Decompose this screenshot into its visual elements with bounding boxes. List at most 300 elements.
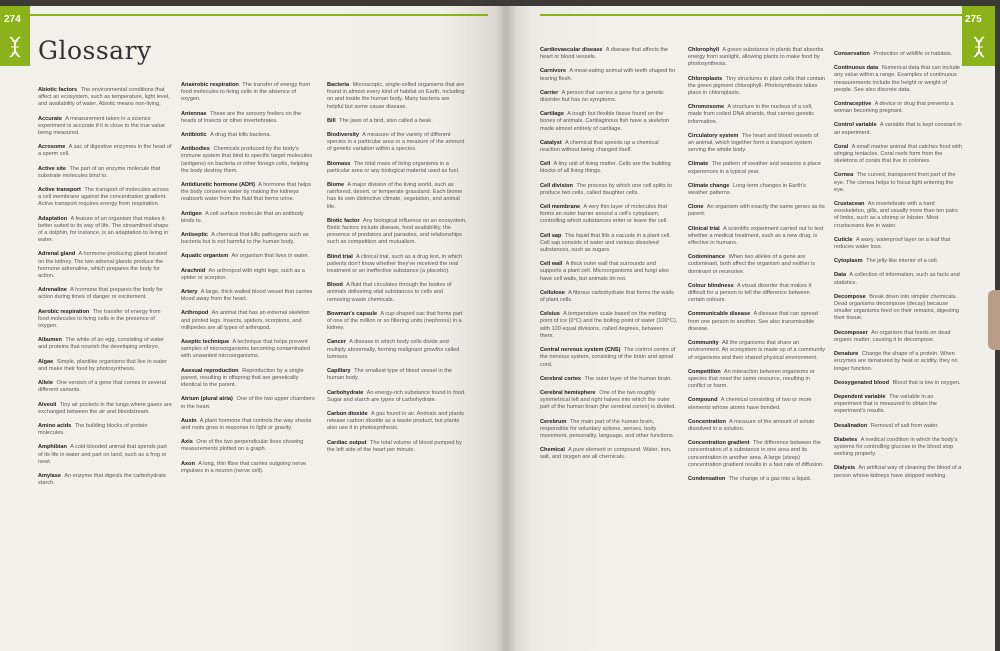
glossary-entry bbox=[327, 254, 467, 276]
glossary-entry bbox=[181, 289, 316, 303]
glossary-entry bbox=[834, 423, 962, 430]
glossary-term: Antigen bbox=[181, 210, 202, 217]
glossary-term: Cartilage bbox=[540, 111, 564, 118]
glossary-term: Antidiuretic hormone (ADH) bbox=[181, 182, 255, 189]
glossary-term: Adaptation bbox=[38, 215, 68, 222]
dna-icon bbox=[972, 36, 986, 61]
glossary-entry bbox=[181, 396, 316, 410]
glossary-definition: Long-term changes in Earth's weather patterns. bbox=[688, 182, 806, 197]
glossary-entry bbox=[834, 465, 962, 479]
glossary-entry bbox=[181, 253, 316, 260]
glossary-definition: One of the two perpendicular lines showing measurements plotted on a graph. bbox=[181, 439, 304, 453]
glossary-entry bbox=[540, 419, 678, 441]
glossary-entry bbox=[834, 144, 962, 166]
glossary-term: Chloroplasts bbox=[688, 75, 723, 82]
glossary-definition: Any biological influence on an ecosystem. Biotic factors include disease, food availability, the presence of predators and parasites, and relationships such as competition and mutualism. bbox=[327, 217, 467, 246]
glossary-term: Circulatory system bbox=[688, 132, 739, 139]
glossary-entry bbox=[834, 294, 962, 323]
glossary-entry bbox=[327, 368, 467, 382]
glossary-definition: A technique that helps prevent samples of microorganisms becoming contaminated with unwanted microorganisms. bbox=[181, 339, 311, 360]
glossary-entry bbox=[834, 51, 962, 58]
glossary-definition: An enzyme that digests the carbohydrate starch. bbox=[38, 472, 166, 487]
glossary-term: Albumen bbox=[38, 337, 62, 344]
glossary-definition: Chemicals produced by the body's immune system that bind to specific target molecules (antigens) on bacteria or other foreign cells, helping the body destroy them. bbox=[181, 146, 313, 174]
glossary-definition: A cell surface molecule that an antibody binds to. bbox=[181, 210, 304, 224]
glossary-term: Aquatic organism bbox=[181, 253, 229, 260]
glossary-definition: One of the two roughly symmetrical left and right halves into which the outer part of the human brain (the cerebral cortex) is divided. bbox=[540, 389, 676, 411]
glossary-term: Cellulose bbox=[540, 289, 565, 296]
glossary-term: Carnivore bbox=[540, 68, 567, 75]
glossary-term: Aerobic respiration bbox=[38, 308, 90, 315]
glossary-term: Dependent variable bbox=[834, 393, 886, 400]
glossary-entry bbox=[38, 144, 172, 158]
glossary-entry bbox=[834, 394, 962, 416]
glossary-definition: All the organisms that share an environment. An ecosystem is made up of a community of organisms and their shared physical environment. bbox=[688, 340, 826, 361]
glossary-term: Carbon dioxide bbox=[327, 410, 368, 417]
glossary-term: Desalination bbox=[834, 422, 868, 429]
glossary-entry bbox=[38, 287, 172, 301]
glossary-definition: A fibrous carbohydrate that forms the walls of plant cells. bbox=[540, 289, 674, 304]
glossary-entry bbox=[688, 161, 826, 175]
glossary-definition: The jelly-like interior of a cell. bbox=[866, 258, 939, 265]
glossary-definition: The variable in an experiment that is measured to obtain the experiment's results. bbox=[834, 393, 937, 415]
glossary-entry bbox=[688, 419, 826, 433]
glossary-entry bbox=[327, 311, 467, 333]
glossary-definition: A tiny unit of living matter. Cells are the building blocks of all living things. bbox=[540, 161, 671, 175]
glossary-entry bbox=[181, 232, 316, 246]
glossary-entry bbox=[181, 268, 316, 282]
glossary-entry bbox=[688, 133, 826, 155]
glossary-entry bbox=[540, 447, 678, 461]
glossary-definition: The white of an egg, consisting of water and proteins that nourish the developing embryo. bbox=[38, 337, 164, 351]
glossary-definition: Simple, plantlike organisms that live in water and make their food by photosynthesis. bbox=[38, 358, 167, 372]
glossary-definition: A person that carries a gene for a genetic disorder but has no symptoms. bbox=[540, 89, 664, 104]
glossary-definition: An energy-rich substance found in food. Sugar and starch are types of carbohydrate. bbox=[327, 389, 466, 403]
glossary-entry bbox=[327, 118, 467, 125]
glossary-term: Cell division bbox=[540, 182, 573, 189]
glossary-term: Anaerobic respiration bbox=[181, 82, 239, 88]
glossary-entry bbox=[38, 116, 172, 138]
glossary-term: Continuous data bbox=[834, 65, 879, 72]
glossary-term: Biomass bbox=[327, 160, 351, 167]
glossary-column-4 bbox=[540, 47, 678, 469]
glossary-definition: An organism with exactly the same genes as its parent. bbox=[688, 204, 825, 218]
glossary-definition: A cup-shaped sac that forms part of one of the million or so filtering units (nephrons) in a kidney. bbox=[327, 310, 463, 332]
glossary-entry bbox=[688, 369, 826, 391]
glossary-term: Carbohydrate bbox=[327, 389, 364, 396]
glossary-term: Conservation bbox=[834, 51, 870, 57]
glossary-entry bbox=[540, 390, 678, 412]
glossary-definition: An organism that lives in water. bbox=[231, 253, 309, 260]
right-page-tab bbox=[962, 6, 995, 66]
glossary-entry bbox=[181, 368, 316, 390]
glossary-definition: A scientific experiment carried out to test whether a medical treatment, such as a new drug, is effective in humans. bbox=[688, 225, 824, 247]
glossary-entry bbox=[688, 104, 826, 126]
glossary-definition: The transfer of energy from food molecules to living cells in the absence of oxygen. bbox=[181, 82, 311, 103]
glossary-term: Crustacean bbox=[834, 201, 865, 208]
glossary-definition: A hormone that helps the body conserve water by making the kidneys reabsorb water from the fluid that forms urine. bbox=[181, 182, 312, 203]
glossary-term: Accurate bbox=[38, 115, 62, 122]
glossary-entry bbox=[834, 237, 962, 251]
glossary-definition: An artificial way of cleaning the blood of a person whose kidneys have stopped working. bbox=[834, 465, 962, 479]
glossary-term: Cell wall bbox=[540, 261, 563, 268]
glossary-term: Data bbox=[834, 272, 847, 279]
glossary-entry bbox=[834, 330, 962, 344]
glossary-term: Antibiotic bbox=[181, 132, 207, 139]
glossary-term: Cuticle bbox=[834, 236, 853, 243]
glossary-definition: A plant hormone that controls the way shoots and roots grow in response to light or gravity. bbox=[181, 417, 312, 431]
glossary-entry bbox=[540, 47, 678, 61]
glossary-entry bbox=[688, 283, 826, 305]
glossary-term: Active transport bbox=[38, 187, 81, 194]
glossary-term: Bacteria bbox=[327, 82, 350, 88]
glossary-definition: A waxy, waterproof layer on a leaf that reduces water loss. bbox=[834, 236, 951, 251]
glossary-entry bbox=[181, 146, 316, 175]
glossary-definition: A device or drug that prevents a woman becoming pregnant. bbox=[834, 101, 954, 115]
glossary-term: Axis bbox=[181, 439, 193, 446]
glossary-entry bbox=[688, 226, 826, 248]
header-rule-left bbox=[30, 14, 488, 16]
glossary-term: Chromosome bbox=[688, 104, 725, 111]
glossary-definition: The curved, transparent front part of the eye. The cornea helps to focus light entering the eye. bbox=[834, 172, 956, 193]
glossary-definition: The process by which one cell splits to produce two cells, called daughter cells. bbox=[540, 182, 672, 196]
glossary-term: Bowman's capsule bbox=[327, 310, 378, 317]
glossary-entry bbox=[688, 397, 826, 411]
glossary-term: Biotic factor bbox=[327, 217, 360, 224]
glossary-term: Dialysis bbox=[834, 465, 856, 472]
glossary-column-5 bbox=[688, 47, 826, 490]
glossary-entry bbox=[38, 359, 172, 373]
glossary-definition: An invertebrate with a hard exoskeleton, gills, and usually more than ten pairs of limbs, such as a shrimp or lobster. Most crustaceans live in water. bbox=[834, 201, 958, 229]
glossary-entry bbox=[834, 437, 962, 459]
glossary-definition: The building blocks of protein molecules. bbox=[38, 422, 148, 437]
glossary-entry bbox=[834, 65, 962, 94]
glossary-definition: A thick outer wall that surrounds and supports a plant cell. Microorganisms and fungi also have cell walls, but animals do not. bbox=[540, 261, 669, 282]
glossary-definition: The total mass of living organisms in a particular area or any biological material used as fuel. bbox=[327, 160, 460, 174]
glossary-term: Carrier bbox=[540, 89, 559, 96]
glossary-term: Cornea bbox=[834, 172, 854, 179]
glossary-entry bbox=[327, 218, 467, 247]
glossary-definition: The liquid that fills a vacuole in a plant cell. Cell sap consists of water and various dissolved substances, such as sugars. bbox=[540, 232, 671, 254]
glossary-definition: A hormone-producing gland located on the kidney. The two adrenal glands produce the hormone adrenaline, which prepares the body for action. bbox=[38, 251, 167, 280]
glossary-entry bbox=[834, 272, 962, 286]
glossary-entry bbox=[327, 282, 467, 304]
glossary-term: Cell sap bbox=[540, 232, 562, 239]
glossary-term: Cytoplasm bbox=[834, 258, 863, 265]
glossary-entry bbox=[38, 473, 172, 487]
glossary-definition: A pure element or compound. Water, iron, salt, and oxygen are all chemicals. bbox=[540, 447, 672, 461]
glossary-definition: A green substance in plants that absorbs energy from sunlight, allowing plants to make food by photosynthesis. bbox=[688, 47, 824, 68]
glossary-term: Adrenal gland bbox=[38, 251, 76, 258]
glossary-term: Diabetes bbox=[834, 436, 858, 443]
glossary-term: Atrium (plural atria) bbox=[181, 396, 233, 403]
glossary-definition: The part of an enzyme molecule that substrate molecules bind to. bbox=[38, 165, 161, 179]
glossary-entry bbox=[38, 380, 172, 394]
glossary-definition: The smallest type of blood vessel in the human body. bbox=[327, 368, 453, 382]
glossary-definition: A measure of the variety of different species in a particular area or a measure of the amount of genetic variation within a species. bbox=[327, 132, 465, 153]
glossary-entry bbox=[834, 351, 962, 373]
glossary-definition: The main part of the human brain, responsible for voluntary actions, senses, body movement, personality, language, and other functions. bbox=[540, 418, 675, 439]
header-rule-right bbox=[540, 14, 962, 16]
glossary-definition: A chemical that speeds up a chemical reaction without being changed itself. bbox=[540, 139, 659, 154]
glossary-definition: The difference between the concentration of a substance in one area and its concentration in another area. A large (steep) concentration gradient results in a fast rate of diffusion. bbox=[688, 440, 824, 468]
glossary-term: Competition bbox=[688, 368, 721, 375]
right-page-number: 275 bbox=[965, 14, 982, 25]
glossary-entry bbox=[688, 340, 826, 362]
glossary-term: Control variable bbox=[834, 122, 877, 129]
glossary-term: Catalyst bbox=[540, 139, 562, 146]
glossary-entry bbox=[181, 310, 316, 332]
glossary-definition: A temperature scale based on the melting point of ice (0°C) and the boiling point of water (100°C), with 100 equal divisions, called degrees, between them. bbox=[540, 311, 678, 339]
glossary-definition: A variable that is kept constant in an experiment. bbox=[834, 122, 962, 136]
glossary-term: Deoxygenated blood bbox=[834, 379, 890, 386]
glossary-definition: A fluid that circulates through the bodies of animals delivering vital substances to cells and removing waste chemicals. bbox=[327, 282, 452, 303]
glossary-entry bbox=[38, 337, 172, 351]
glossary-definition: An arthropod with eight legs, such as a spider or scorpion. bbox=[181, 267, 305, 281]
glossary-term: Artery bbox=[181, 289, 198, 296]
glossary-entry bbox=[327, 440, 467, 454]
glossary-definition: Numerical data that can include any value within a range. Examples of continuous measurements include the height or weight of people. See also discrete data. bbox=[834, 65, 961, 93]
glossary-term: Biome bbox=[327, 182, 345, 189]
glossary-definition: Blood that is low in oxygen. bbox=[892, 379, 961, 386]
glossary-definition: A small marine animal that catches food with stinging tentacles. Coral reefs form from the skeletons of corals that live in colonies. bbox=[834, 143, 962, 165]
glossary-entry bbox=[327, 182, 467, 211]
glossary-entry bbox=[327, 339, 467, 361]
glossary-entry bbox=[540, 90, 678, 104]
glossary-term: Axon bbox=[181, 460, 195, 467]
glossary-entry bbox=[688, 440, 826, 469]
glossary-term: Active site bbox=[38, 165, 66, 172]
glossary-entry bbox=[688, 183, 826, 197]
glossary-entry bbox=[327, 390, 467, 404]
glossary-term: Auxin bbox=[181, 417, 197, 424]
glossary-entry bbox=[540, 261, 678, 283]
glossary-entry bbox=[540, 183, 678, 197]
glossary-entry bbox=[834, 201, 962, 230]
glossary-entry bbox=[688, 311, 826, 333]
glossary-term: Central nervous system (CNS) bbox=[540, 347, 621, 354]
glossary-term: Antennae bbox=[181, 110, 207, 117]
glossary-definition: Reproduction by a single parent, resulting in offspring that are genetically identical to the parent. bbox=[181, 367, 304, 389]
glossary-entry bbox=[181, 211, 316, 225]
glossary-term: Cancer bbox=[327, 339, 346, 346]
glossary-entry bbox=[688, 476, 826, 483]
glossary-definition: Tiny structures in plant cells that contain the green pigment chlorophyll. Photosynthesis takes place in chloroplasts. bbox=[688, 75, 825, 97]
glossary-term: Clinical trial bbox=[688, 225, 720, 232]
glossary-term: Antibodies bbox=[181, 146, 210, 153]
glossary-entry bbox=[834, 122, 962, 136]
glossary-definition: Break down into simpler chemicals. Dead organisms decompose (decay) because smaller organisms feed on their remains, digesting their tissue. bbox=[834, 293, 959, 322]
glossary-entry bbox=[181, 111, 316, 125]
glossary-definition: A disease in which body cells divide and multiply abnormally, forming malignant growths called tumours. bbox=[327, 339, 460, 360]
glossary-term: Biodiversity bbox=[327, 132, 360, 139]
glossary-term: Cerebral cortex bbox=[540, 375, 582, 382]
glossary-definition: These are the sensory feelers on the heads of insects or other invertebrates. bbox=[181, 110, 302, 124]
glossary-entry bbox=[540, 290, 678, 304]
glossary-entry bbox=[327, 82, 467, 111]
glossary-definition: A medical condition in which the body's systems for controlling glucose in the blood stop working properly. bbox=[834, 436, 958, 458]
glossary-definition: A large, thick-walled blood vessel that carries blood away from the heart. bbox=[181, 289, 313, 303]
glossary-entry bbox=[834, 380, 962, 387]
glossary-definition: Microscopic, single-celled organisms that are found in almost every kind of habitat on Earth, including on and inside the human body. Many bacteria are helpful but some cause disease. bbox=[327, 82, 465, 110]
page-title: Glossary bbox=[38, 36, 152, 65]
glossary-term: Decompose bbox=[834, 293, 866, 300]
glossary-definition: An interaction between organisms or species that need the same resource, resulting in conflict or harm. bbox=[688, 368, 815, 390]
glossary-entry bbox=[540, 204, 678, 226]
glossary-term: Antiseptic bbox=[181, 232, 209, 239]
glossary-definition: A tough but flexible tissue found on the bones of animals. Cartilaginous fish have a skeleton made almost entirely of cartilage. bbox=[540, 111, 670, 132]
glossary-term: Blind trial bbox=[327, 253, 353, 260]
glossary-definition: A clinical trial, such as a drug test, in which patients don't know whether they've received the real treatment or an ineffective substance (a placebo). bbox=[327, 253, 463, 275]
glossary-term: Algae bbox=[38, 358, 54, 365]
glossary-term: Amylase bbox=[38, 472, 62, 479]
glossary-term: Arthropod bbox=[181, 310, 209, 317]
glossary-term: Blood bbox=[327, 282, 343, 289]
glossary-definition: The transport of molecules across a cell membrane against the concentration gradient. Active transport requires energy from respiration. bbox=[38, 187, 169, 208]
glossary-entry bbox=[181, 418, 316, 432]
glossary-term: Cerebrum bbox=[540, 418, 567, 425]
glossary-definition: A measurement taken in a science experiment is accurate if it is close to the true value being measured. bbox=[38, 115, 165, 137]
glossary-entry bbox=[540, 233, 678, 255]
glossary-entry bbox=[38, 166, 172, 180]
glossary-entry bbox=[327, 132, 467, 154]
glossary-entry bbox=[540, 111, 678, 133]
glossary-term: Arachnid bbox=[181, 267, 206, 274]
glossary-entry bbox=[181, 182, 316, 204]
glossary-definition: One version of a gene that comes in several different variants. bbox=[38, 380, 166, 394]
glossary-definition: The control centre of the nervous system, consisting of the brain and spinal cord. bbox=[540, 347, 676, 368]
glossary-entry bbox=[540, 161, 678, 175]
glossary-entry bbox=[38, 87, 172, 109]
glossary-definition: The pattern of weather and seasons a place experiences in a typical year. bbox=[688, 161, 821, 175]
glossary-definition: A chemical consisting of two or more elements whose atoms have bonded. bbox=[688, 397, 812, 411]
glossary-term: Amphibian bbox=[38, 444, 67, 451]
glossary-term: Abiotic factors bbox=[38, 87, 78, 93]
glossary-term: Concentration bbox=[688, 418, 726, 425]
glossary-definition: A visual disorder that makes it difficult for a person to tell the difference between certain colours. bbox=[688, 282, 812, 304]
glossary-definition: A structure in the nucleus of a cell, made from coiled DNA strands, that carries genetic information. bbox=[688, 104, 815, 125]
glossary-entry bbox=[540, 140, 678, 154]
glossary-column-1 bbox=[38, 87, 172, 494]
glossary-definition: The total volume of blood pumped by the left side of the heart per minute. bbox=[327, 439, 462, 453]
glossary-term: Acrosome bbox=[38, 144, 66, 151]
glossary-definition: Tiny air pockets in the lungs where gases are exchanged between the air and bloodstream. bbox=[38, 401, 172, 415]
glossary-column-2 bbox=[181, 82, 316, 482]
glossary-entry bbox=[181, 339, 316, 361]
glossary-term: Capillary bbox=[327, 368, 351, 375]
glossary-entry bbox=[38, 251, 172, 280]
glossary-term: Community bbox=[688, 340, 719, 347]
glossary-definition: A major division of the living world, such as rainforest, desert, or temperate grassland. Each biome has its own distinctive climate, vegetation, and animal life. bbox=[327, 182, 463, 210]
thumb bbox=[988, 290, 1000, 350]
glossary-term: Cardiovascular disease bbox=[540, 47, 603, 53]
glossary-entry bbox=[540, 376, 678, 383]
glossary-definition: A long, thin fibre that carries outgoing nerve impulses in a neuron (nerve cell). bbox=[181, 460, 307, 474]
glossary-entry bbox=[38, 187, 172, 209]
glossary-definition: The transfer of energy from food molecules to living cells in the presence of oxygen. bbox=[38, 308, 161, 330]
glossary-definition: The jaws of a bird, also called a beak. bbox=[339, 117, 433, 124]
glossary-entry bbox=[38, 216, 172, 245]
glossary-term: Bill bbox=[327, 117, 336, 124]
glossary-term: Climate change bbox=[688, 182, 730, 189]
glossary-entry bbox=[181, 132, 316, 139]
glossary-term: Allele bbox=[38, 380, 53, 387]
glossary-entry bbox=[38, 423, 172, 437]
glossary-term: Coral bbox=[834, 143, 849, 150]
glossary-definition: A meat-eating animal with teeth shaped for tearing flesh. bbox=[540, 68, 676, 82]
glossary-definition: A drug that kills bacteria. bbox=[210, 132, 271, 139]
glossary-entry bbox=[181, 439, 316, 453]
glossary-entry bbox=[834, 101, 962, 115]
glossary-term: Condensation bbox=[688, 475, 726, 482]
glossary-column-3 bbox=[327, 82, 467, 461]
glossary-definition: A chemical that kills pathogens such as bacteria but is not harmful to the human body. bbox=[181, 232, 309, 246]
glossary-entry bbox=[688, 47, 826, 69]
glossary-entry bbox=[38, 402, 172, 416]
glossary-entry bbox=[688, 76, 826, 98]
glossary-term: Climate bbox=[688, 161, 709, 168]
glossary-definition: An organism that feeds on dead organic matter, causing it to decompose. bbox=[834, 329, 951, 343]
glossary-entry bbox=[540, 311, 678, 340]
glossary-entry bbox=[834, 172, 962, 194]
glossary-definition: A measure of the amount of solute dissolved in a solution. bbox=[688, 418, 815, 432]
glossary-term: Cell membrane bbox=[540, 204, 581, 211]
glossary-entry bbox=[38, 309, 172, 331]
glossary-term: Amino acids bbox=[38, 422, 72, 429]
dna-icon bbox=[8, 36, 22, 61]
glossary-term: Celsius bbox=[540, 311, 560, 318]
glossary-definition: One of the two upper chambers in the heart. bbox=[181, 396, 315, 410]
glossary-entry bbox=[327, 161, 467, 175]
glossary-definition: The heart and blood vessels of an animal, which together form a transport system serving the whole body. bbox=[688, 132, 819, 154]
glossary-column-6 bbox=[834, 51, 962, 487]
glossary-term: Clone bbox=[688, 204, 704, 211]
glossary-term: Asexual reproduction bbox=[181, 367, 239, 374]
glossary-term: Colour blindness bbox=[688, 282, 734, 289]
glossary-term: Alveoli bbox=[38, 401, 57, 408]
glossary-entry bbox=[327, 411, 467, 433]
glossary-definition: The change of a gas into a liquid. bbox=[728, 475, 812, 482]
glossary-term: Compound bbox=[688, 397, 718, 404]
glossary-entry bbox=[688, 204, 826, 218]
left-page-number: 274 bbox=[4, 14, 21, 25]
glossary-definition: Change the shape of a protein. When enzymes are denatured by heat or acidity, they no longer function. bbox=[834, 351, 958, 372]
glossary-definition: A sac of digestive enzymes in the head of a sperm cell. bbox=[38, 144, 172, 158]
glossary-term: Cell bbox=[540, 161, 551, 168]
glossary-entry bbox=[540, 347, 678, 369]
glossary-definition: The environmental conditions that affect an ecosystem, such as temperature, light level, and availability of water. Abiotic means non-living. bbox=[38, 87, 170, 108]
glossary-term: Denature bbox=[834, 351, 859, 358]
glossary-term: Decomposer bbox=[834, 329, 868, 336]
glossary-definition: A gas found in air. Animals and plants release carbon dioxide as a waste product, but plants also use it in photosynthesis. bbox=[327, 410, 464, 432]
glossary-definition: Protection of wildlife or habitats. bbox=[873, 51, 953, 57]
glossary-definition: When two alleles of a gene are codominant, both affect the organism and neither is dominant or recessive. bbox=[688, 254, 816, 275]
glossary-definition: A disease that affects the heart or blood vessels. bbox=[540, 47, 669, 61]
glossary-entry bbox=[834, 258, 962, 265]
glossary-definition: The outer layer of the human brain. bbox=[584, 375, 672, 382]
glossary-definition: A very thin layer of molecules that forms an outer barrier around a cell's cytoplasm, controlling which substances enter or leave the cell. bbox=[540, 204, 668, 225]
glossary-term: Cardiac output bbox=[327, 439, 367, 446]
glossary-term: Communicable disease bbox=[688, 311, 751, 318]
glossary-term: Aseptic technique bbox=[181, 339, 230, 346]
glossary-entry bbox=[540, 68, 678, 82]
glossary-term: Adrenaline bbox=[38, 287, 67, 294]
glossary-definition: Removal of salt from water. bbox=[870, 422, 939, 429]
glossary-entry bbox=[38, 444, 172, 466]
glossary-definition: A feature of an organism that makes it better suited to its way of life. The streamlined shape of a dolphin, for instance, is an adaptation to living in water. bbox=[38, 215, 169, 244]
glossary-entry bbox=[181, 461, 316, 475]
glossary-definition: An animal that has an external skeleton and jointed legs. Insects, spiders, scorpions, and millipedes are all types of arthropod. bbox=[181, 310, 310, 331]
